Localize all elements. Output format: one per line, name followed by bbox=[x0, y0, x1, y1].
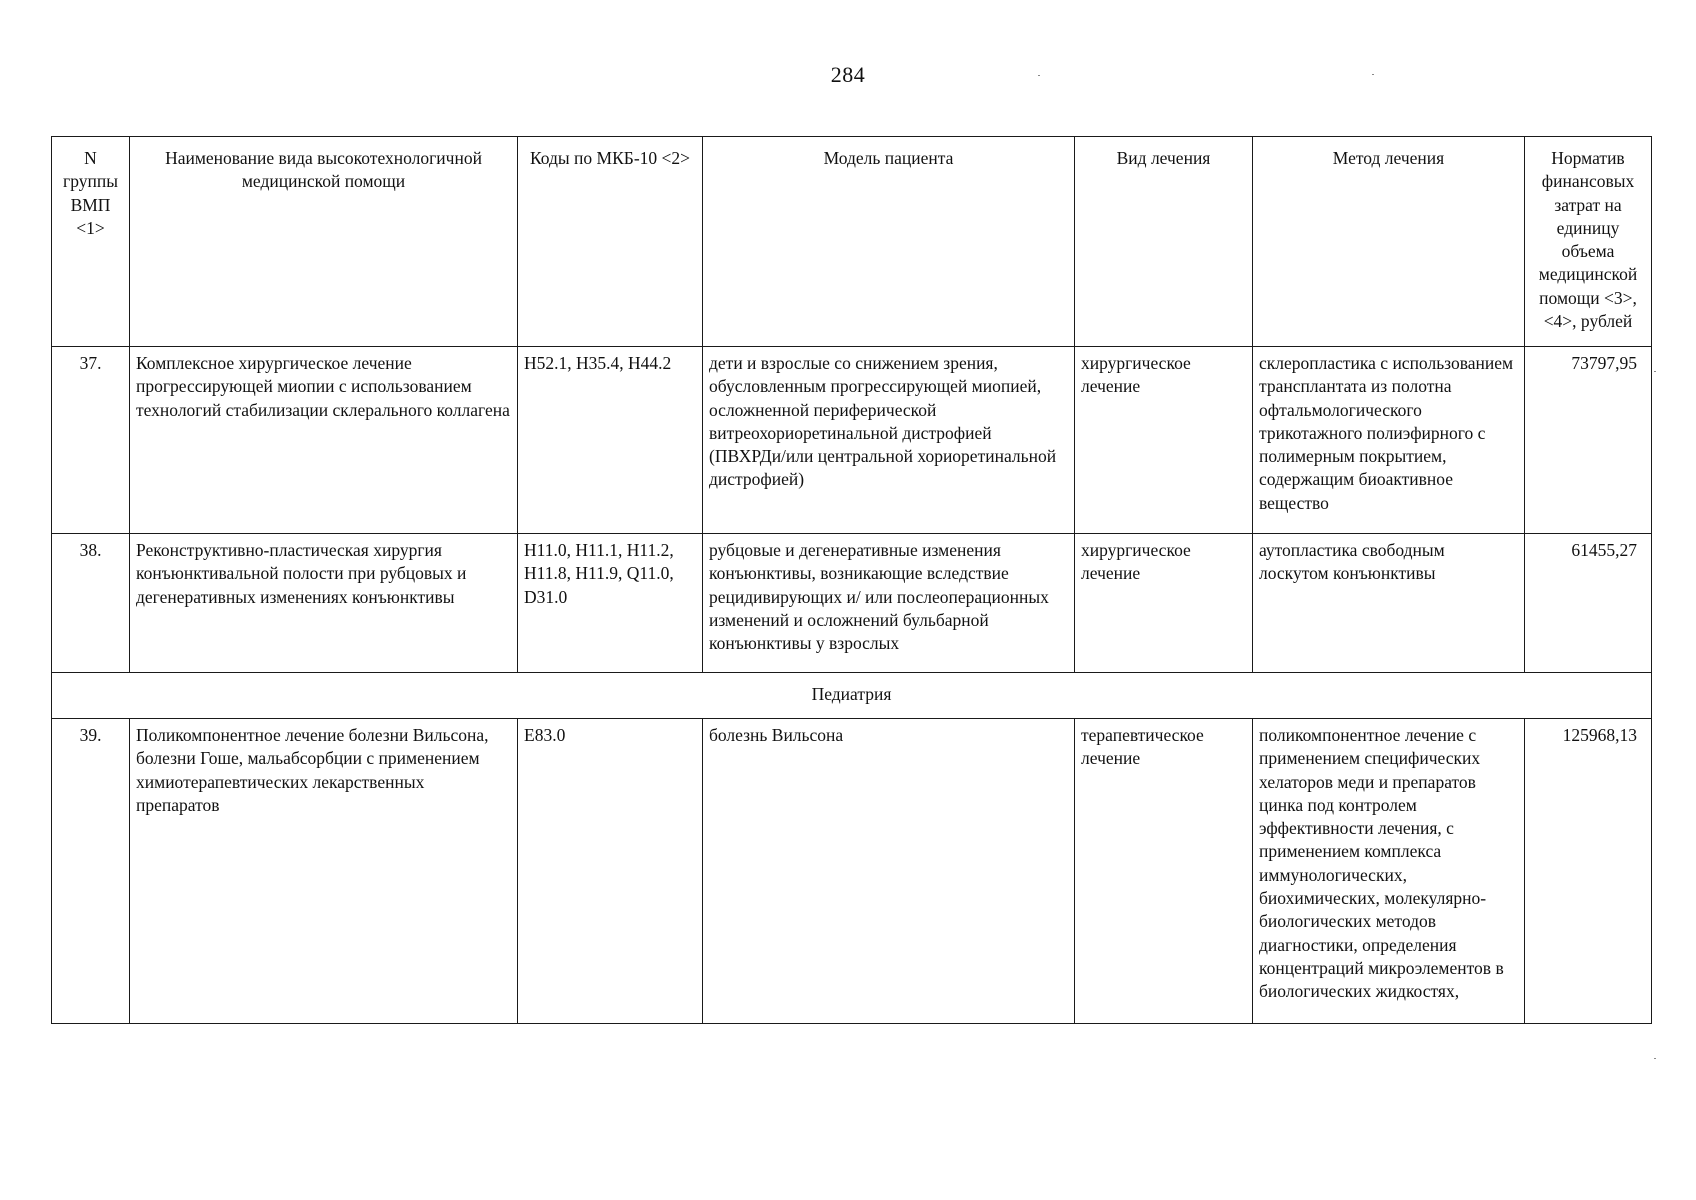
header-icd10-codes: Коды по МКБ-10 <2> bbox=[518, 137, 703, 347]
section-title: Педиатрия bbox=[52, 673, 1652, 719]
cell-icd10-codes: E83.0 bbox=[518, 719, 703, 1024]
cell-icd10-codes: H52.1, H35.4, H44.2 bbox=[518, 347, 703, 534]
header-treatment-method: Метод лечения bbox=[1253, 137, 1525, 347]
section-row bbox=[52, 673, 1652, 719]
cell-treatment-type: хирургическое лечение bbox=[1075, 534, 1253, 673]
cell-treatment-method: поликомпонентное лечение с применением специфических хелаторов меди и препаратов цинка под контролем эффективности лечения, с применением комплекса иммунологических, биохимических, молекулярно-биологических методов диагностики, определения концентраций микроэлементов в биологических жидкостях, bbox=[1253, 719, 1525, 1024]
cell-patient-model: рубцовые и дегенеративные изменения конъюнктивы, возникающие вследствие рецидивирующих и/ или послеоперационных изменений и осложнений бульбарной конъюнктивы у взрослых bbox=[703, 534, 1075, 673]
cell-treatment-type: терапевтическое лечение bbox=[1075, 719, 1253, 1024]
header-care-type-name: Наименование вида высокотехнологичной медицинской помощи bbox=[130, 137, 518, 347]
cell-cost: 73797,95 bbox=[1525, 347, 1652, 534]
header-group-number: N группы ВМП <1> bbox=[52, 137, 130, 347]
cell-treatment-method: склеропластика с использованием трансплантата из полотна офтальмологического трикотажного полиэфирного с полимерным покрытием, содержащим биоактивное вещество bbox=[1253, 347, 1525, 534]
cell-care-type-name: Реконструктивно-пластическая хирургия конъюнктивальной полости при рубцовых и дегенеративных изменениях конъюнктивы bbox=[130, 534, 518, 673]
cell-treatment-type: хирургическое лечение bbox=[1075, 347, 1253, 534]
cell-group-number: 37. bbox=[52, 347, 130, 534]
scan-speck bbox=[1038, 75, 1040, 76]
table-row bbox=[52, 719, 1652, 1024]
cell-care-type-name: Поликомпонентное лечение болезни Вильсона, болезни Гоше, мальабсорбции с применением химиотерапевтических лекарственных препаратов bbox=[130, 719, 518, 1024]
scan-speck bbox=[1372, 74, 1374, 75]
cell-cost: 125968,13 bbox=[1525, 719, 1652, 1024]
cell-care-type-name: Комплексное хирургическое лечение прогрессирующей миопии с использованием технологий стабилизации склерального коллагена bbox=[130, 347, 518, 534]
table-header-row bbox=[52, 137, 1652, 347]
cell-cost: 61455,27 bbox=[1525, 534, 1652, 673]
cell-group-number: 38. bbox=[52, 534, 130, 673]
cell-group-number: 39. bbox=[52, 719, 130, 1024]
table-row bbox=[52, 347, 1652, 534]
header-patient-model: Модель пациента bbox=[703, 137, 1075, 347]
table-row bbox=[52, 534, 1652, 673]
vmp-table bbox=[51, 136, 1652, 1024]
cell-patient-model: дети и взрослые со снижением зрения, обусловленным прогрессирующей миопией, осложненной периферической витреохориоретинальной дистрофией (ПВХРДи/или центральной хориоретинальной дистрофией) bbox=[703, 347, 1075, 534]
page-number: 284 bbox=[830, 62, 866, 87]
cell-patient-model: болезнь Вильсона bbox=[703, 719, 1075, 1024]
scan-speck bbox=[1654, 1058, 1656, 1059]
header-treatment-type: Вид лечения bbox=[1075, 137, 1253, 347]
cell-treatment-method: аутопластика свободным лоскутом конъюнктивы bbox=[1253, 534, 1525, 673]
cell-icd10-codes: H11.0, H11.1, H11.2, H11.8, H11.9, Q11.0, D31.0 bbox=[518, 534, 703, 673]
scan-speck bbox=[1654, 371, 1656, 372]
header-cost-standard: Норматив финансовых затрат на единицу объема медицинской помощи <3>, <4>, рублей bbox=[1525, 137, 1652, 347]
